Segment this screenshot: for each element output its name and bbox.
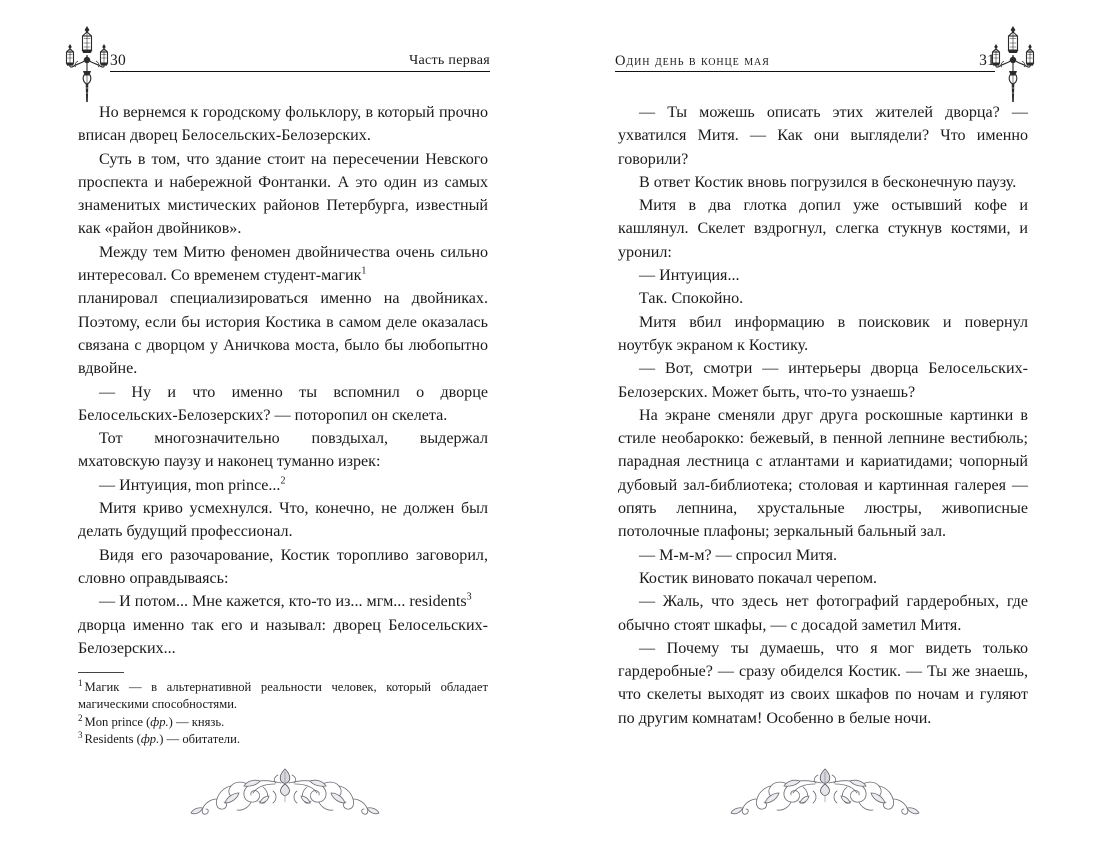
paragraph: — Ну и что именно ты вспомнил о дворце Белосельских-Белозерских? — поторопил он скелета.: [78, 383, 488, 424]
paragraph: Так. Спокойно.: [639, 290, 744, 308]
paragraph: — Интуиция, mon prince...$^2$: [99, 475, 286, 494]
running-title: Один день в конце мая: [615, 52, 770, 69]
footnote-item: $^2$ Mon prince (фр.) — князь.: [78, 712, 225, 729]
paragraph: — М-м-м? — спросил Митя.: [639, 546, 838, 564]
paragraph: — И потом... Мне кажется, кто-то из... мгм... residents$^3$: [99, 591, 472, 611]
paragraph: Суть в том, что здание стоит на пересечении Невского проспекта и набережной Фонтанки. А это один из самых знаменитых мистических районов Петербурга, известный как «район двойников».: [78, 150, 488, 238]
footnote-separator-rule: [78, 672, 124, 673]
header-rule: [110, 71, 490, 72]
paragraph: — Почему ты думаешь, что я мог видеть только гардеробные? — сразу обиделся Костик. — Ты же знаешь, что скелеты выходят из своих шкафов по ночам и гуляют по другим комнатам! Особенно в белые ночи.: [618, 639, 1028, 727]
paragraph: Митя криво усмехнулся. Что, конечно, не должен был делать будущий профессионал.: [78, 500, 488, 541]
page-number: 31: [979, 51, 995, 69]
paragraph: На экране сменяли друг друга роскошные картинки в стиле необарокко: бежевый, в пенной лепнине вестибюль; парадная лестница с атлантами и кариатидами; чопорный дубовый зал-библиотека; столовая и картинная галерея — опять лепнина, хрустальные люстры, живописные потолочные плафоны; зеркальный бальный зал.: [618, 406, 1028, 541]
paragraph: Митя вбил информацию в поисковик и повернул ноутбук экраном к Костику.: [618, 313, 1028, 354]
floral-scroll-vignette-icon: [165, 763, 405, 825]
paragraph: Митя в два глотка допил уже остывший кофе и кашлянул. Скелет вздрогнул, слегка стукнув костями, и уронил:: [618, 197, 1028, 261]
paragraph: планировал специализироваться именно на двойниках. Поэтому, если бы история Костика в самом деле оказалась связана с дворцом у Аничкова моста, было бы любопытно вдвойне.: [78, 290, 488, 378]
paragraph: Видя его разочарование, Костик торопливо заговорил, словно оправдываясь:: [78, 546, 488, 587]
floral-scroll-vignette-icon: [705, 763, 945, 825]
page-number: 30: [110, 51, 126, 69]
running-head-right: [615, 46, 995, 80]
street-lamp-icon: [56, 18, 118, 110]
footnote-marker: 3: [78, 730, 83, 741]
footnote-marker: 2: [78, 712, 83, 723]
body-text-right: [618, 101, 1028, 730]
paragraph: Тот многозначительно повздыхал, выдержал мхатовскую паузу и наконец туманно изрек:: [78, 430, 488, 471]
footnotes: [78, 672, 488, 749]
paragraph: Между тем Митю феномен двойничества очень сильно интересовал. Со временем студент-магик$^1$: [78, 243, 488, 285]
paragraph: Костик виновато покачал черепом.: [639, 569, 878, 587]
paragraph: — Жаль, что здесь нет фотографий гардеробных, где обычно стоят шкафы, — с досадой заметил Митя.: [618, 593, 1028, 634]
footnote-marker: 1: [78, 677, 83, 688]
footnote-ref-1[interactable]: 1: [361, 265, 367, 277]
paragraph: Но вернемся к городскому фольклору, в который прочно вписан дворец Белосельских-Белозерских.: [78, 104, 488, 145]
footnote-item: $^3$ Residents (фр.) — обитатели.: [78, 730, 240, 747]
paragraph: — Ты можешь описать этих жителей дворца? — ухватился Митя. — Как они выглядели? Что именно говорили?: [618, 104, 1028, 168]
footnote-ref-2[interactable]: 2: [280, 475, 286, 487]
running-title: Часть первая: [409, 53, 490, 68]
paragraph: — Интуиция...: [639, 267, 740, 285]
body-text-left: [78, 101, 488, 660]
footnote-item: $^1$ Магик — в альтернативной реальности человек, который обладает магическими способностями.: [78, 677, 488, 712]
right-page: [550, 0, 1100, 845]
paragraph: В ответ Костик вновь погрузился в бесконечную паузу.: [639, 173, 1017, 191]
footnote-ref-3[interactable]: 3: [466, 591, 472, 603]
header-rule: [615, 71, 995, 72]
running-head-left: [110, 46, 490, 80]
paragraph: дворца именно так его и называл: дворец Белосельских-Белозерских...: [78, 616, 488, 657]
paragraph: — Вот, смотри — интерьеры дворца Белосельских-Белозерских. Может быть, что-то узнаешь?: [618, 360, 1028, 401]
